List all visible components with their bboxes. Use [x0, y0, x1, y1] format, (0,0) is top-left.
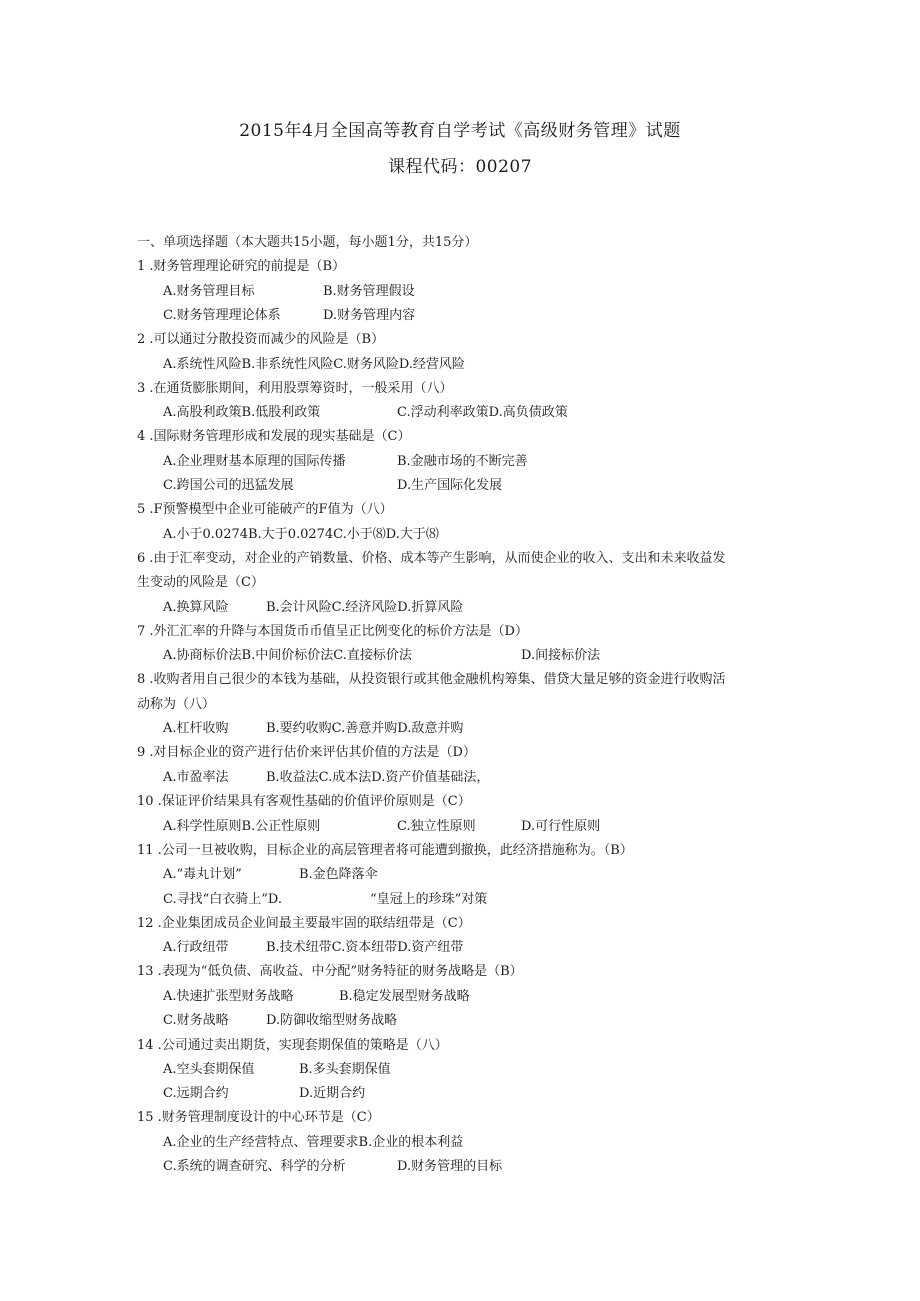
page-title: 2015年4月全国高等教育自学考试《高级财务管理》试题: [239, 121, 681, 141]
option: C.远期合约: [163, 1086, 229, 1101]
option: D.可行性原则: [521, 819, 601, 834]
option: A.快速扩张型财务战略: [163, 989, 294, 1004]
option: B.要约收购C.善意并购D.敌意并购: [266, 721, 464, 736]
option: A.高股利政策B.低股利政策: [163, 405, 321, 420]
option: D.间接标价法: [521, 648, 601, 663]
option: B.多头套期保值: [299, 1062, 391, 1077]
option: C.财务管理理论体系: [163, 308, 281, 323]
option: C.系统的调查研究、科学的分析: [163, 1159, 346, 1174]
option: A.企业的生产经营特点、管理要求B.企业的根本利益: [163, 1135, 464, 1150]
question-stem: 3 .在通货膨胀期间，利用股票筹资时，一般采用（八）: [137, 381, 453, 396]
option: B.会计风险C.经济风险D.折算风险: [266, 600, 464, 615]
option: B.稳定发展型财务战略: [339, 989, 470, 1004]
option: C.财务战略: [163, 1013, 229, 1028]
option: D.财务管理内容: [323, 308, 416, 323]
question-stem-continued: 生变动的风险是（C）: [137, 575, 264, 590]
option: D.近期合约: [299, 1086, 366, 1101]
question-stem: 12 .企业集团成员企业间最主要最牢固的联结纽带是（C）: [137, 916, 471, 931]
option: C.浮动利率政策D.高负债政策: [397, 405, 568, 420]
question-stem: 5 .F预警模型中企业可能破产的F值为（八）: [137, 502, 393, 517]
option: A.“毒丸计划”: [163, 867, 242, 882]
option: A.小于0.0274B.大于0.0274C.小于⑻D.大于⑻: [163, 527, 439, 542]
option: A.协商标价法B.中间价标价法C.直接标价法: [163, 648, 412, 663]
question-stem: 15 .财务管理制度设计的中心环节是（C）: [137, 1110, 380, 1125]
option: B.金色降落伞: [299, 867, 378, 882]
question-stem: 1 .财务管理理论研究的前提是（B）: [137, 259, 346, 274]
question-stem: 2 .可以通过分散投资而减少的风险是（B）: [137, 332, 385, 347]
option: D.防御收缩型财务战略: [266, 1013, 398, 1028]
option: A.企业理财基本原理的国际传播: [163, 454, 346, 469]
option: A.科学性原则B.公正性原则: [163, 819, 321, 834]
option: B.金融市场的不断完善: [397, 454, 528, 469]
option: A.行政纽带: [163, 940, 229, 955]
question-stem: 4 .国际财务管理形成和发展的现实基础是（C）: [137, 429, 411, 444]
option: D.财务管理的目标: [397, 1159, 503, 1174]
option: D.生产国际化发展: [397, 478, 503, 493]
question-stem: 13 .表现为“低负债、高收益、中分配”财务特征的财务战略是（B）: [137, 964, 523, 979]
option: A.系统性风险B.非系统性风险C.财务风险D.经营风险: [163, 357, 465, 372]
question-stem: 6 .由于汇率变动，对企业的产销数量、价格、成本等产生影响，从而使企业的收入、支出和未来收益发: [137, 551, 726, 566]
question-stem: 11 .公司一旦被收购，目标企业的高层管理者将可能遭到撤换，此经济措施称为。（B）: [137, 843, 633, 858]
option: “皇冠上的珍珠”对策: [370, 892, 488, 907]
option: B.收益法C.成本法D.资产价值基础法，: [266, 770, 490, 785]
option: B.技术纽带C.资本纽带D.资产纽带: [266, 940, 464, 955]
option: C.跨国公司的迅猛发展: [163, 478, 294, 493]
option: A.市盈率法: [163, 770, 229, 785]
question-stem: 8 .收购者用自己很少的本钱为基础，从投资银行或其他金融机构筹集、借贷大量足够的资金进行收购活: [137, 672, 726, 687]
question-stem-continued: 动称为（八）: [137, 697, 216, 712]
option: B.财务管理假设: [323, 284, 415, 299]
question-stem: 14 .公司通过卖出期货，实现套期保值的策略是（八）: [137, 1038, 448, 1053]
option: A.换算风险: [163, 600, 229, 615]
section-heading: 一、单项选择题（本大题共15小题，每小题1分，共15分）: [137, 235, 478, 250]
option: A.杠杆收购: [163, 721, 229, 736]
question-stem: 7 .外汇汇率的升降与本国货币币值呈正比例变化的标价方法是（D）: [137, 624, 528, 639]
question-stem: 9 .对目标企业的资产进行估价来评估其价值的方法是（D）: [137, 745, 476, 760]
option: C.独立性原则: [397, 819, 476, 834]
option: A.空头套期保值: [163, 1062, 255, 1077]
course-code: 课程代码：00207: [387, 157, 533, 177]
question-stem: 10 .保证评价结果具有客观性基础的价值评价原则是（C）: [137, 794, 471, 809]
option: C.寻找“白衣骑上”D.: [163, 892, 282, 907]
option: A.财务管理目标: [163, 284, 255, 299]
